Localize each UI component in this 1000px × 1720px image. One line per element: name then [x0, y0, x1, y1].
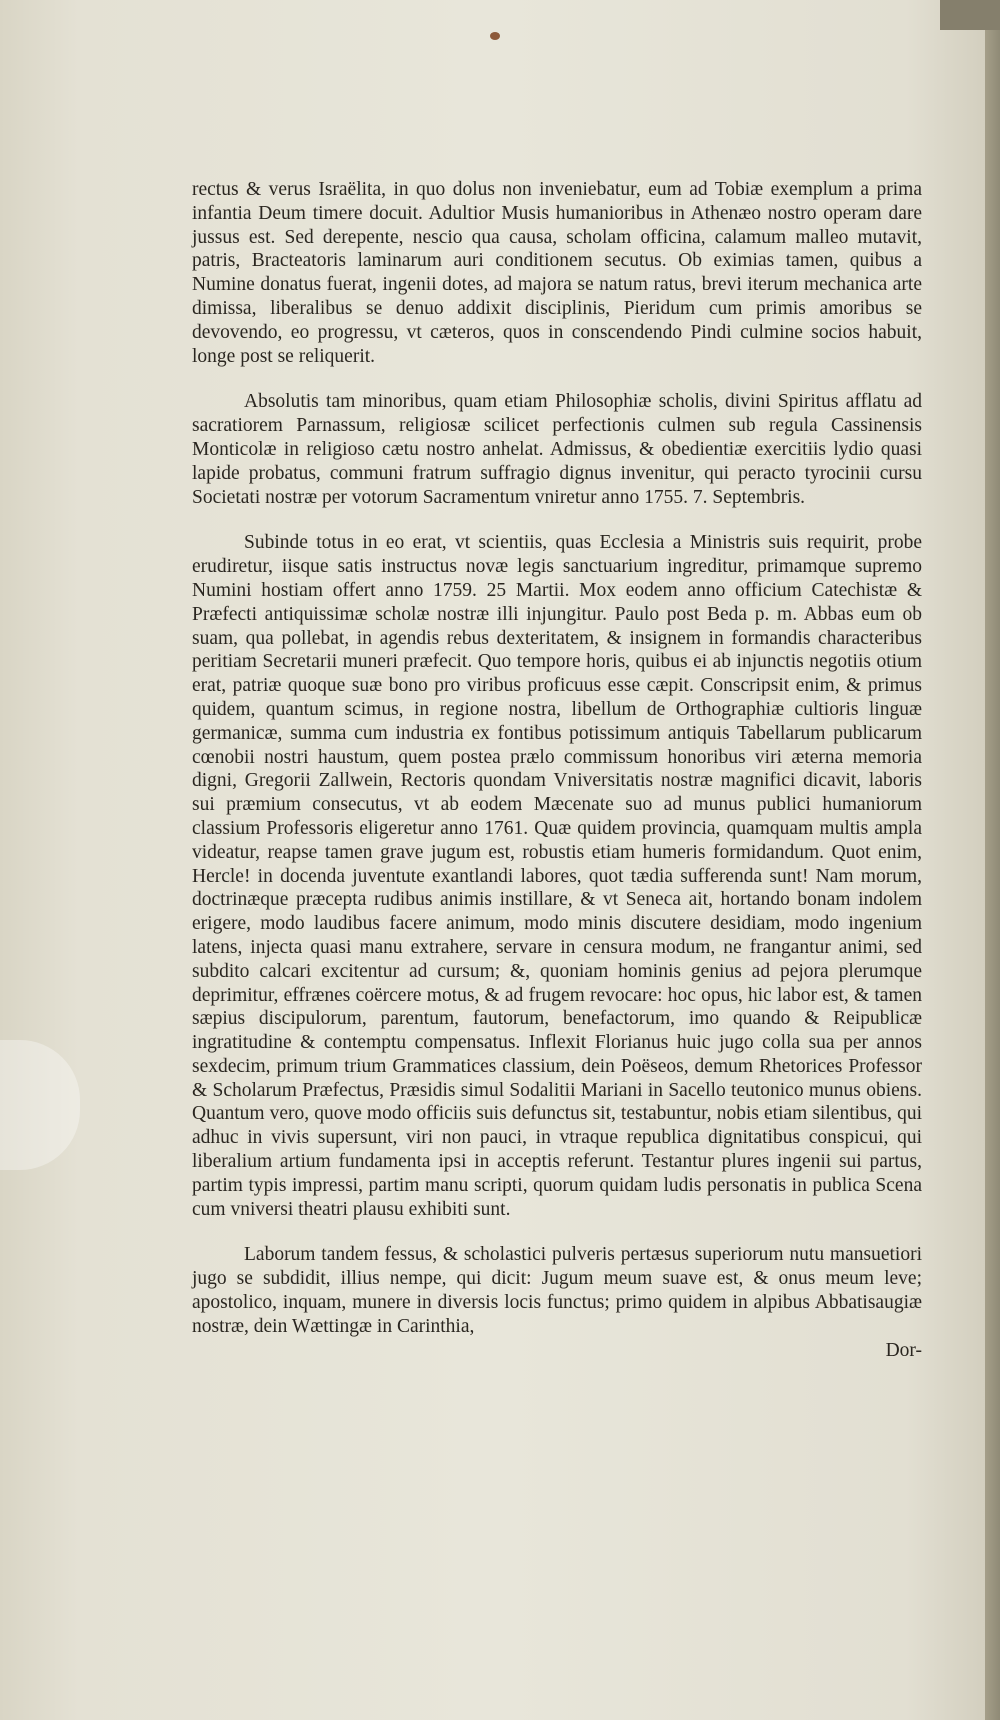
paper-clip-shadow [0, 1040, 80, 1170]
catchword: Dor- [885, 1339, 922, 1361]
ink-smudge [490, 32, 500, 40]
paragraph: rectus & verus Israëlita, in quo dolus non inveniebatur, eum ad Tobiæ exemplum a prima infantia Deum timere docuit. Adultior Musis humanioribus in Athenæo nostro operam dare jussus est. Sed derepente, nescio qua causa, scholam officina, calamum malleo mutavit, patris, Bracteatoris laminarum auri conditionem secutus. Ob eximias tamen, quibus a Numine donatus fuerat, ingenii dotes, ad majora se natum ratus, brevi iterum mechanica arte dimissa, liberalibus se denuo addixit disciplinis, Pieridum cum primis amoribus se devovendo, eo progressu, vt cæteros, quos in conscendendo Pindi culmine socios habuit, longe post se reliquerit. [192, 179, 922, 367]
page-corner [940, 0, 1000, 30]
page-edge [985, 0, 1000, 1720]
paragraph: Laborum tandem fessus, & scholastici pulveris pertæsus superiorum nutu mansuetiori jugo se subdidit, illius nempe, qui dicit: Jugum meum suave est, & onus meum leve; apostolico, inquam, munere in diversis locis functus; primo quidem in alpibus Abbatisaugiæ nostræ, dein Wættingæ in Carinthia, [192, 1244, 922, 1337]
paragraph: Subinde totus in eo erat, vt scientiis, quas Ecclesia a Ministris suis requirit, probe erudiretur, iisque satis instructus novæ legis sanctuarium ingreditur, primamque supremo Numini hostiam offert anno 1759. 25 Martii. Mox eodem anno officium Catechistæ & Præfecti antiquissimæ scholæ nostræ illi injungitur. Paulo post Beda p. m. Abbas eum ob suam, qua pollebat, in agendis rebus dexteritatem, & insignem in formandis characteribus peritiam Secretarii muneri præfecit. Quo tempore horis, quibus ei ab injunctis negotiis otium erat, patriæ quoque suæ bono pro viribus proficuus esse cæpit. Conscripsit enim, & primus quidem, quantum scimus, in regione nostra, libellum de Orthographiæ cultioris linguæ germanicæ, summa cum industria ex fontibus potissimum antiquis Tabellarum publicarum cœnobii nostri haustum, quem postea prælo commissum honoribus viri æterna memoria digni, Gregorii Zallwein, Rectoris quondam Vniversitatis nostræ magnifici dicavit, laboris sui præmium consecutus, vt ab eodem Mæcenate suo ad munus publici humaniorum classium Professoris eligeretur anno 1761. Quæ quidem provincia, quamquam multis ampla videatur, reapse tamen grave jugum est, robustis etiam humeris formidandum. Quot enim, Hercle! in docenda juventute exantlandi labores, quot tædia sufferenda sunt! Nam morum, doctrinæque præcepta rudibus animis instillare, & vt Seneca ait, hortando bonam indolem erigere, modo laudibus facere animum, modo minis discutere desidiam, modo ingenium latens, injecta quasi manu extrahere, servare in censura modum, ne frangantur animi, sed subdito calcari excitentur ad cursum; &, quoniam hominis genius ad pejora plerumque deprimitur, effrænes coërcere motus, & ad frugem revocare: hoc opus, hic labor est, & tamen sæpius discipulorum, parentum, fautorum, benefactorum, imo quando & Reipublicæ ingratitudine & contemptu compensatus. Inflexit Florianus huic jugo colla sua per annos sexdecim, primum trium Grammatices classium, dein Poëseos, demum Rhetorices Professor & Scholarum Præfectus, Præsidis simul Sodalitii Mariani in Sacello teutonico munus obiens. Quantum vero, quove modo officiis suis defunctus sit, testabuntur, nobis etiam silentibus, qui adhuc in vivis supersunt, viri non pauci, in vtraque republica dignitatibus conspicui, qui liberalium artium fundamenta ipsi in acceptis referunt. Testantur plures ingenii sui partus, partim typis impressi, partim manu scripti, quorum quidam ludis personatis in publica Scena cum vniversi theatri plausu exhibiti sunt. [192, 532, 922, 1220]
body-text [192, 178, 922, 1362]
paragraph: Absolutis tam minoribus, quam etiam Philosophiæ scholis, divini Spiritus afflatu ad sacratiorem Parnassum, religiosæ scilicet perfectionis culmen sub regula Cassinensis Monticolæ in religioso cætu nostro anhelat. Admissus, & obedientiæ exercitiis lydio quasi lapide probatus, communi fratrum suffragio dignus invenitur, qui peracto tyrocinii cursu Societati nostræ per votorum Sacramentum vniretur anno 1755. 7. Septembris. [192, 391, 922, 508]
